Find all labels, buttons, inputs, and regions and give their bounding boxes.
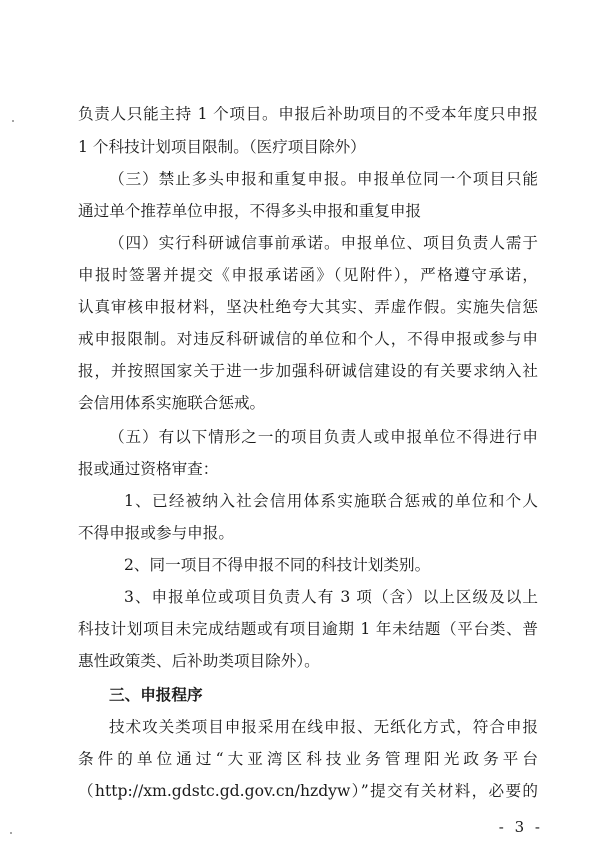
paragraph-line: （五）有以下情形之一的项目负责人或申报单位不得进行申 bbox=[109, 428, 538, 446]
paragraph-line: 会信用体系实施联合惩戒。 bbox=[78, 394, 266, 412]
list-item-line: 科技计划项目未完成结题或有项目逾期 1 年未结题（平台类、普 bbox=[78, 620, 538, 638]
paragraph-line: 认真审核申报材料，坚决杜绝夸大其实、弄虚作假。实施失信惩 bbox=[78, 298, 538, 316]
paragraph-line: （四）实行科研诚信事前承诺。申报单位、项目负责人需于 bbox=[109, 234, 538, 252]
list-item-line: 1、已经被纳入社会信用体系实施联合惩戒的单位和个人 bbox=[124, 492, 538, 510]
scan-speck bbox=[12, 120, 14, 122]
scan-speck bbox=[10, 832, 12, 834]
list-item-line: 不得申报或参与申报。 bbox=[78, 524, 234, 542]
list-item-line: 2、同一项目不得申报不同的科技计划类别。 bbox=[124, 556, 431, 574]
paragraph-line: （三）禁止多头申报和重复申报。申报单位同一个项目只能 bbox=[109, 170, 538, 188]
paragraph-line: 通过单个推荐单位申报，不得多头申报和重复申报 bbox=[78, 202, 422, 220]
list-item-line: 惠性政策类、后补助类项目除外）。 bbox=[78, 652, 320, 670]
paragraph-line: 条件的单位通过“大亚湾区科技业务管理阳光政务平台 bbox=[78, 750, 538, 768]
paragraph-line: 报或通过资格审查： bbox=[78, 460, 219, 478]
list-item-line: 3、申报单位或项目负责人有 3 项（含）以上区级及以上 bbox=[124, 588, 538, 606]
page-number: - 3 - bbox=[498, 818, 543, 836]
paragraph-line: 申报时签署并提交《申报承诺函》（见附件），严格遵守承诺， bbox=[78, 266, 538, 284]
paragraph-line: 戒申报限制。对违反科研诚信的单位和个人，不得申报或参与申 bbox=[78, 330, 538, 348]
section-heading: 三、申报程序 bbox=[109, 686, 203, 704]
paragraph-line: 技术攻关类项目申报采用在线申报、无纸化方式，符合申报 bbox=[109, 718, 538, 736]
paragraph-line: 报，并按照国家关于进一步加强科研诚信建设的有关要求纳入社 bbox=[78, 362, 538, 380]
paragraph-line: 1 个科技计划项目限制。（医疗项目除外） bbox=[78, 138, 366, 156]
paragraph-line: 负责人只能主持 1 个项目。申报后补助项目的不受本年度只申报 bbox=[78, 105, 538, 123]
paragraph-line: （http://xm.gdstc.gd.gov.cn/hzdyw）”提交有关材料，必要的 bbox=[78, 782, 538, 800]
